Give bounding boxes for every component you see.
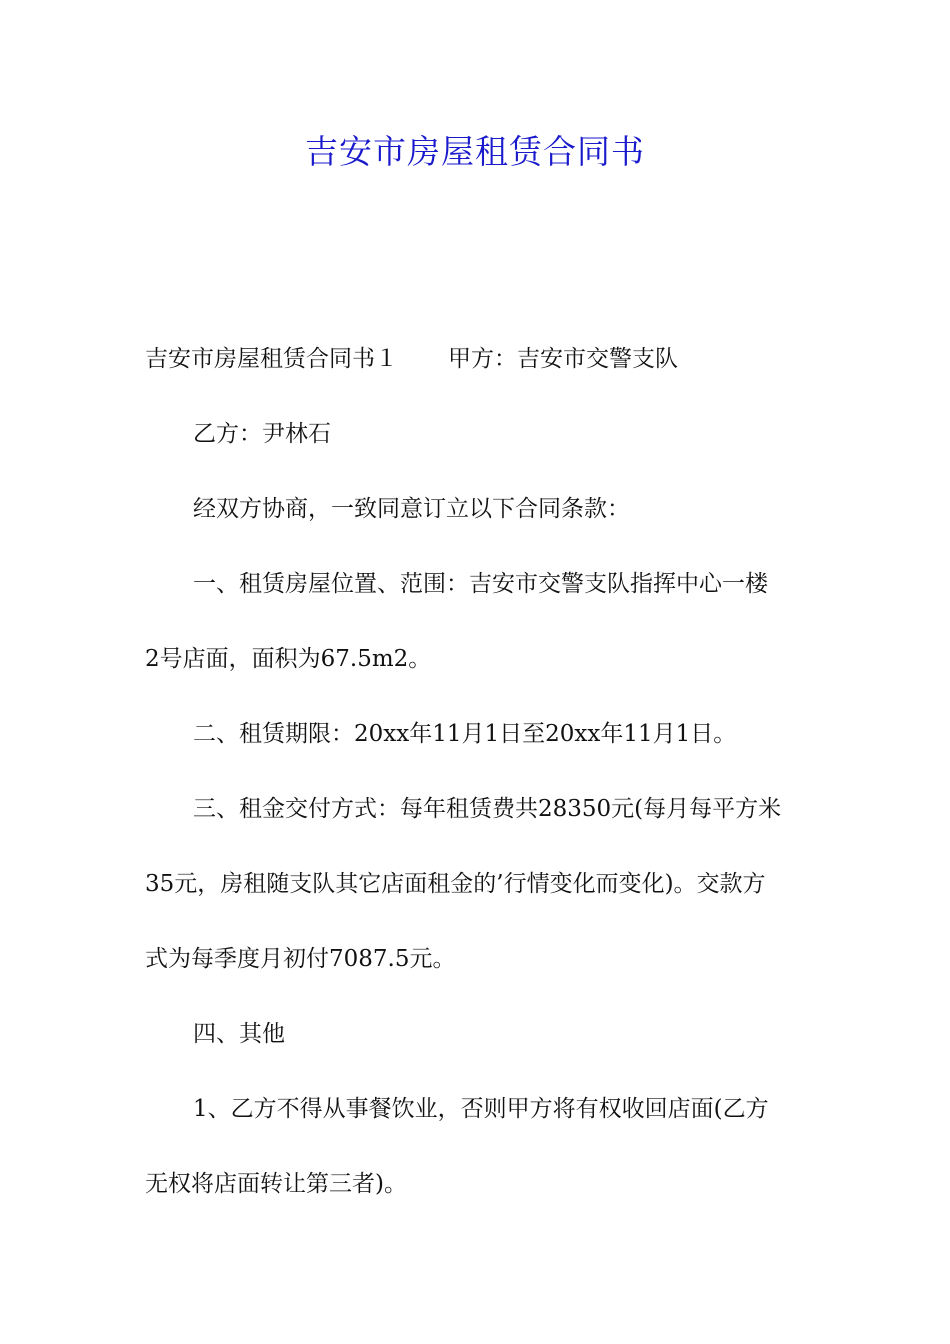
clause-4-item-1-line-1: 1、乙方不得从事餐饮业，否则甲方将有权收回店面(乙方 — [193, 1096, 769, 1122]
clause-3-line-3: 式为每季度月初付7087.5元。 — [145, 946, 456, 972]
clause-3-line-2: 35元，房租随支队其它店面租金的’行情变化而变化)。交款方 — [145, 871, 766, 897]
party-a: 甲方：吉安市交警支队 — [448, 346, 678, 372]
clause-4-item-1-line-2: 无权将店面转让第三者)。 — [145, 1171, 407, 1197]
clause-1-line-2: 2号店面，面积为67.5m2。 — [145, 646, 432, 672]
contract-heading-line — [145, 341, 815, 377]
clause-4-heading: 四、其他 — [193, 1021, 285, 1047]
clause-3-line-1: 三、租金交付方式：每年租赁费共28350元(每月每平方米 — [193, 796, 782, 822]
document-title: 吉安市房屋租赁合同书 — [305, 132, 645, 171]
contract-number: 吉安市房屋租赁合同书１ — [145, 346, 398, 372]
clause-2: 二、租赁期限：20xx年11月1日至20xx年11月1日。 — [193, 721, 737, 747]
party-b: 乙方：尹林石 — [193, 421, 331, 447]
intro-paragraph: 经双方协商，一致同意订立以下合同条款： — [193, 496, 630, 522]
clause-1-line-1: 一、租赁房屋位置、范围：吉安市交警支队指挥中心一楼 — [193, 571, 768, 597]
